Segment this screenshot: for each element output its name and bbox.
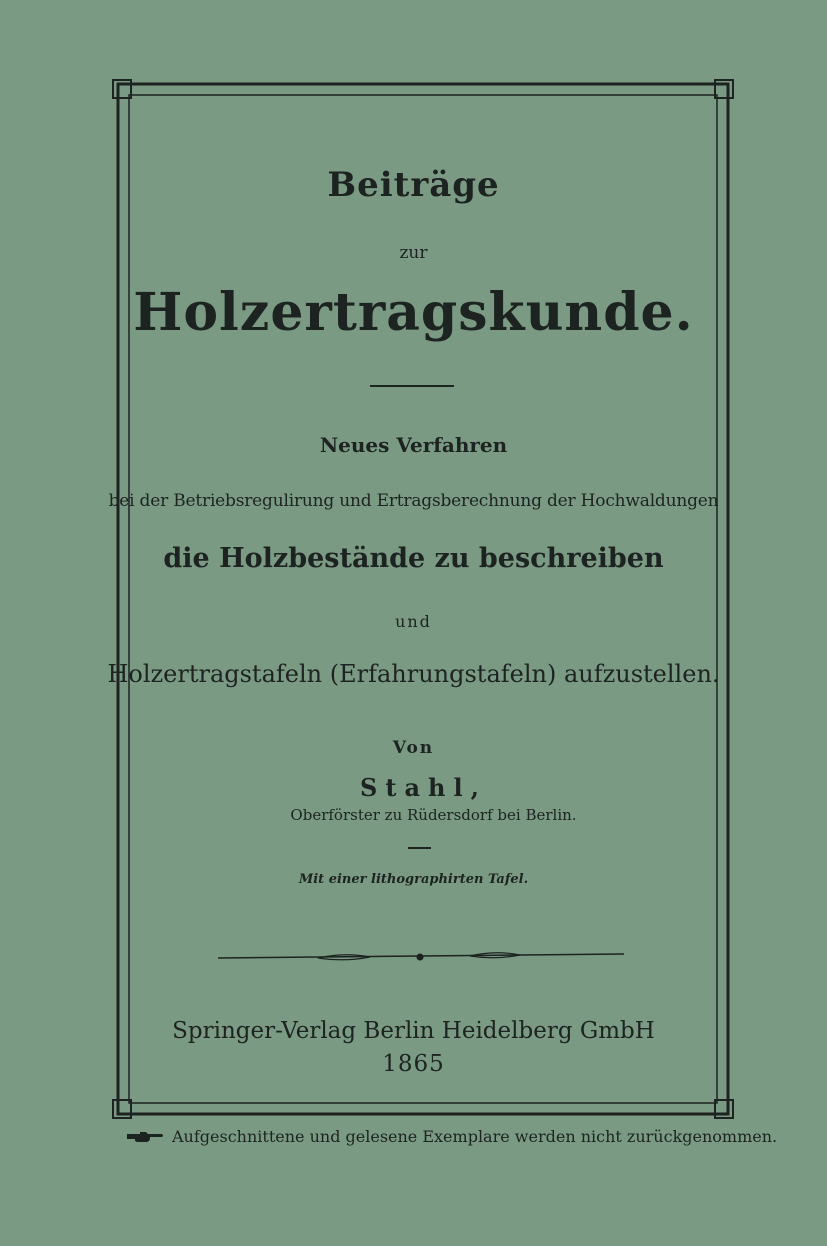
subtitle-line-3: die Holzbestände zu beschreiben: [163, 543, 664, 574]
by-label: Von: [392, 738, 435, 758]
publication-year: 1865: [382, 1051, 445, 1077]
subtitle-line-4: und: [395, 612, 432, 631]
author-title: Oberförster zu Rüdersdorf bei Berlin.: [290, 806, 577, 824]
ornamental-divider: [218, 953, 624, 960]
plate-note: Mit einer lithographirten Tafel.: [298, 872, 529, 887]
pointing-hand-icon: [126, 1130, 164, 1144]
title-divider: [370, 385, 454, 387]
author-name: Stahl,: [360, 773, 487, 802]
title-line-2: zur: [399, 243, 428, 263]
publisher-name: Springer-Verlag Berlin Heidelberg GmbH: [172, 1018, 655, 1044]
author-divider: [408, 847, 431, 849]
title-line-1: Beiträge: [327, 165, 500, 205]
return-notice-text: Aufgeschnittene und gelesene Exemplare werden nicht zurückgenommen.: [172, 1127, 778, 1146]
subtitle-line-2: bei der Betriebsregulirung und Ertragsberechnung der Hochwaldungen: [108, 491, 719, 511]
main-title: Holzertragskunde.: [133, 282, 694, 343]
subtitle-line-5: Holzertragstafeln (Erfahrungstafeln) aufzustellen.: [107, 660, 720, 688]
return-notice: [126, 1127, 778, 1146]
subtitle-line-1: Neues Verfahren: [319, 433, 508, 457]
